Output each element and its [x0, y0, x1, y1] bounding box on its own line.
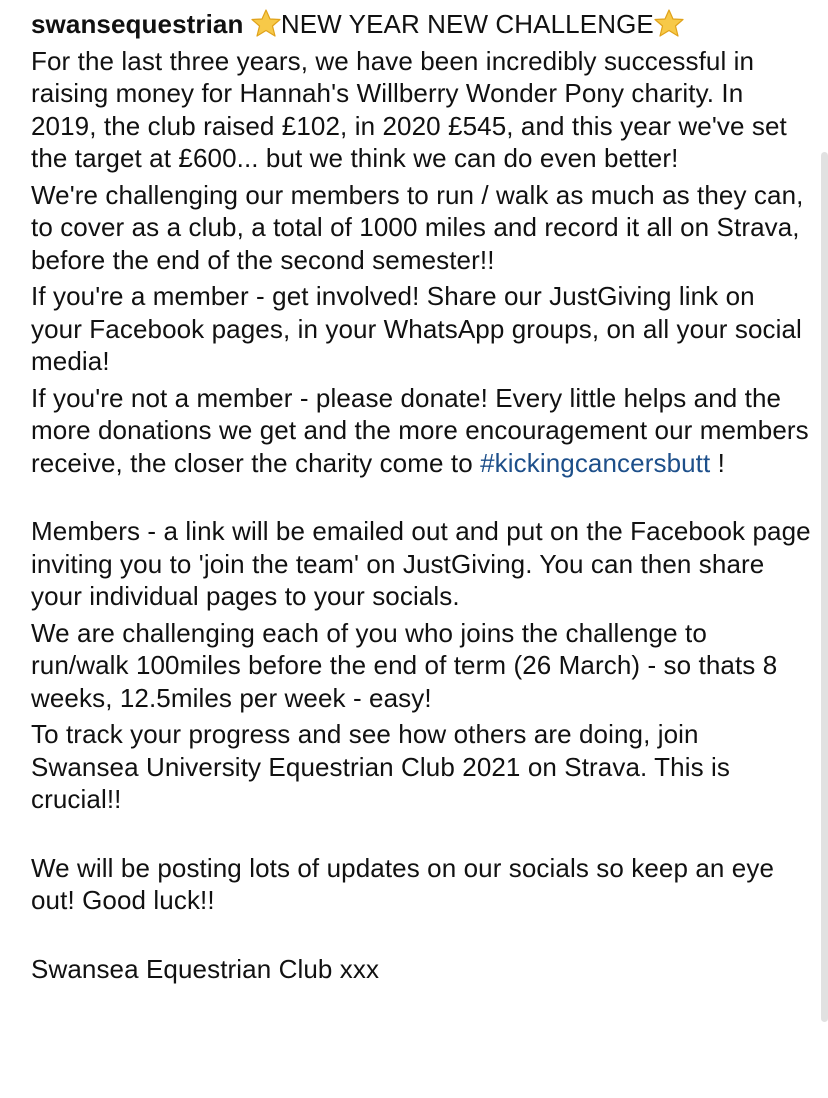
caption-paragraph-4: [31, 382, 811, 480]
post-caption: [31, 8, 811, 989]
caption-paragraph-8: We will be posting lots of updates on our socials so keep an eye out! Good luck!!: [31, 852, 775, 915]
caption-paragraph-2: We're challenging our members to run / walk as much as they can, to cover as a club, a total of 1000 miles and record it all on Strava, before the end of the second semester!!: [31, 179, 804, 275]
caption-paragraph-5: Members - a link will be emailed out and put on the Facebook page inviting you to 'join the team' on JustGiving. You can then share your individual pages to your socials.: [31, 516, 811, 611]
paragraph-4-text: If you're not a member - please donate! Every little helps and the more donations we get and the more encouragement our members receive, the closer the charity come to: [31, 382, 809, 478]
caption-paragraph-7: To track your progress and see how others are doing, join Swansea University Equestrian Club 2021 on Strava. This is crucial!!: [31, 719, 731, 814]
caption-paragraph-1: For the last three years, we have been incredibly successful in raising money for Hannah's Willberry Wonder Pony charity. In 2019, the club raised £102, in 2020 £545, and this year we've set the target at £600... but we think we can do even better!: [31, 45, 787, 173]
hashtag-link[interactable]: #kickingcancersbutt: [480, 447, 711, 478]
caption-header: [31, 8, 811, 41]
signoff: Swansea Equestrian Club xxx: [31, 953, 380, 984]
star-emoji-icon: [654, 9, 684, 37]
scrollbar[interactable]: [821, 152, 828, 1022]
headline: NEW YEAR NEW CHALLENGE: [280, 9, 654, 39]
star-emoji-icon: [251, 9, 281, 37]
caption-paragraph-3: If you're a member - get involved! Share our JustGiving link on your Facebook pages, in your WhatsApp groups, on all your social media!: [31, 281, 802, 376]
caption-paragraph-6: We are challenging each of you who joins the challenge to run/walk 100miles before the end of term (26 March) - so thats 8 weeks, 12.5miles per week - easy!: [31, 617, 778, 713]
paragraph-4-end: !: [710, 447, 725, 478]
username[interactable]: swansequestrian: [31, 9, 244, 39]
